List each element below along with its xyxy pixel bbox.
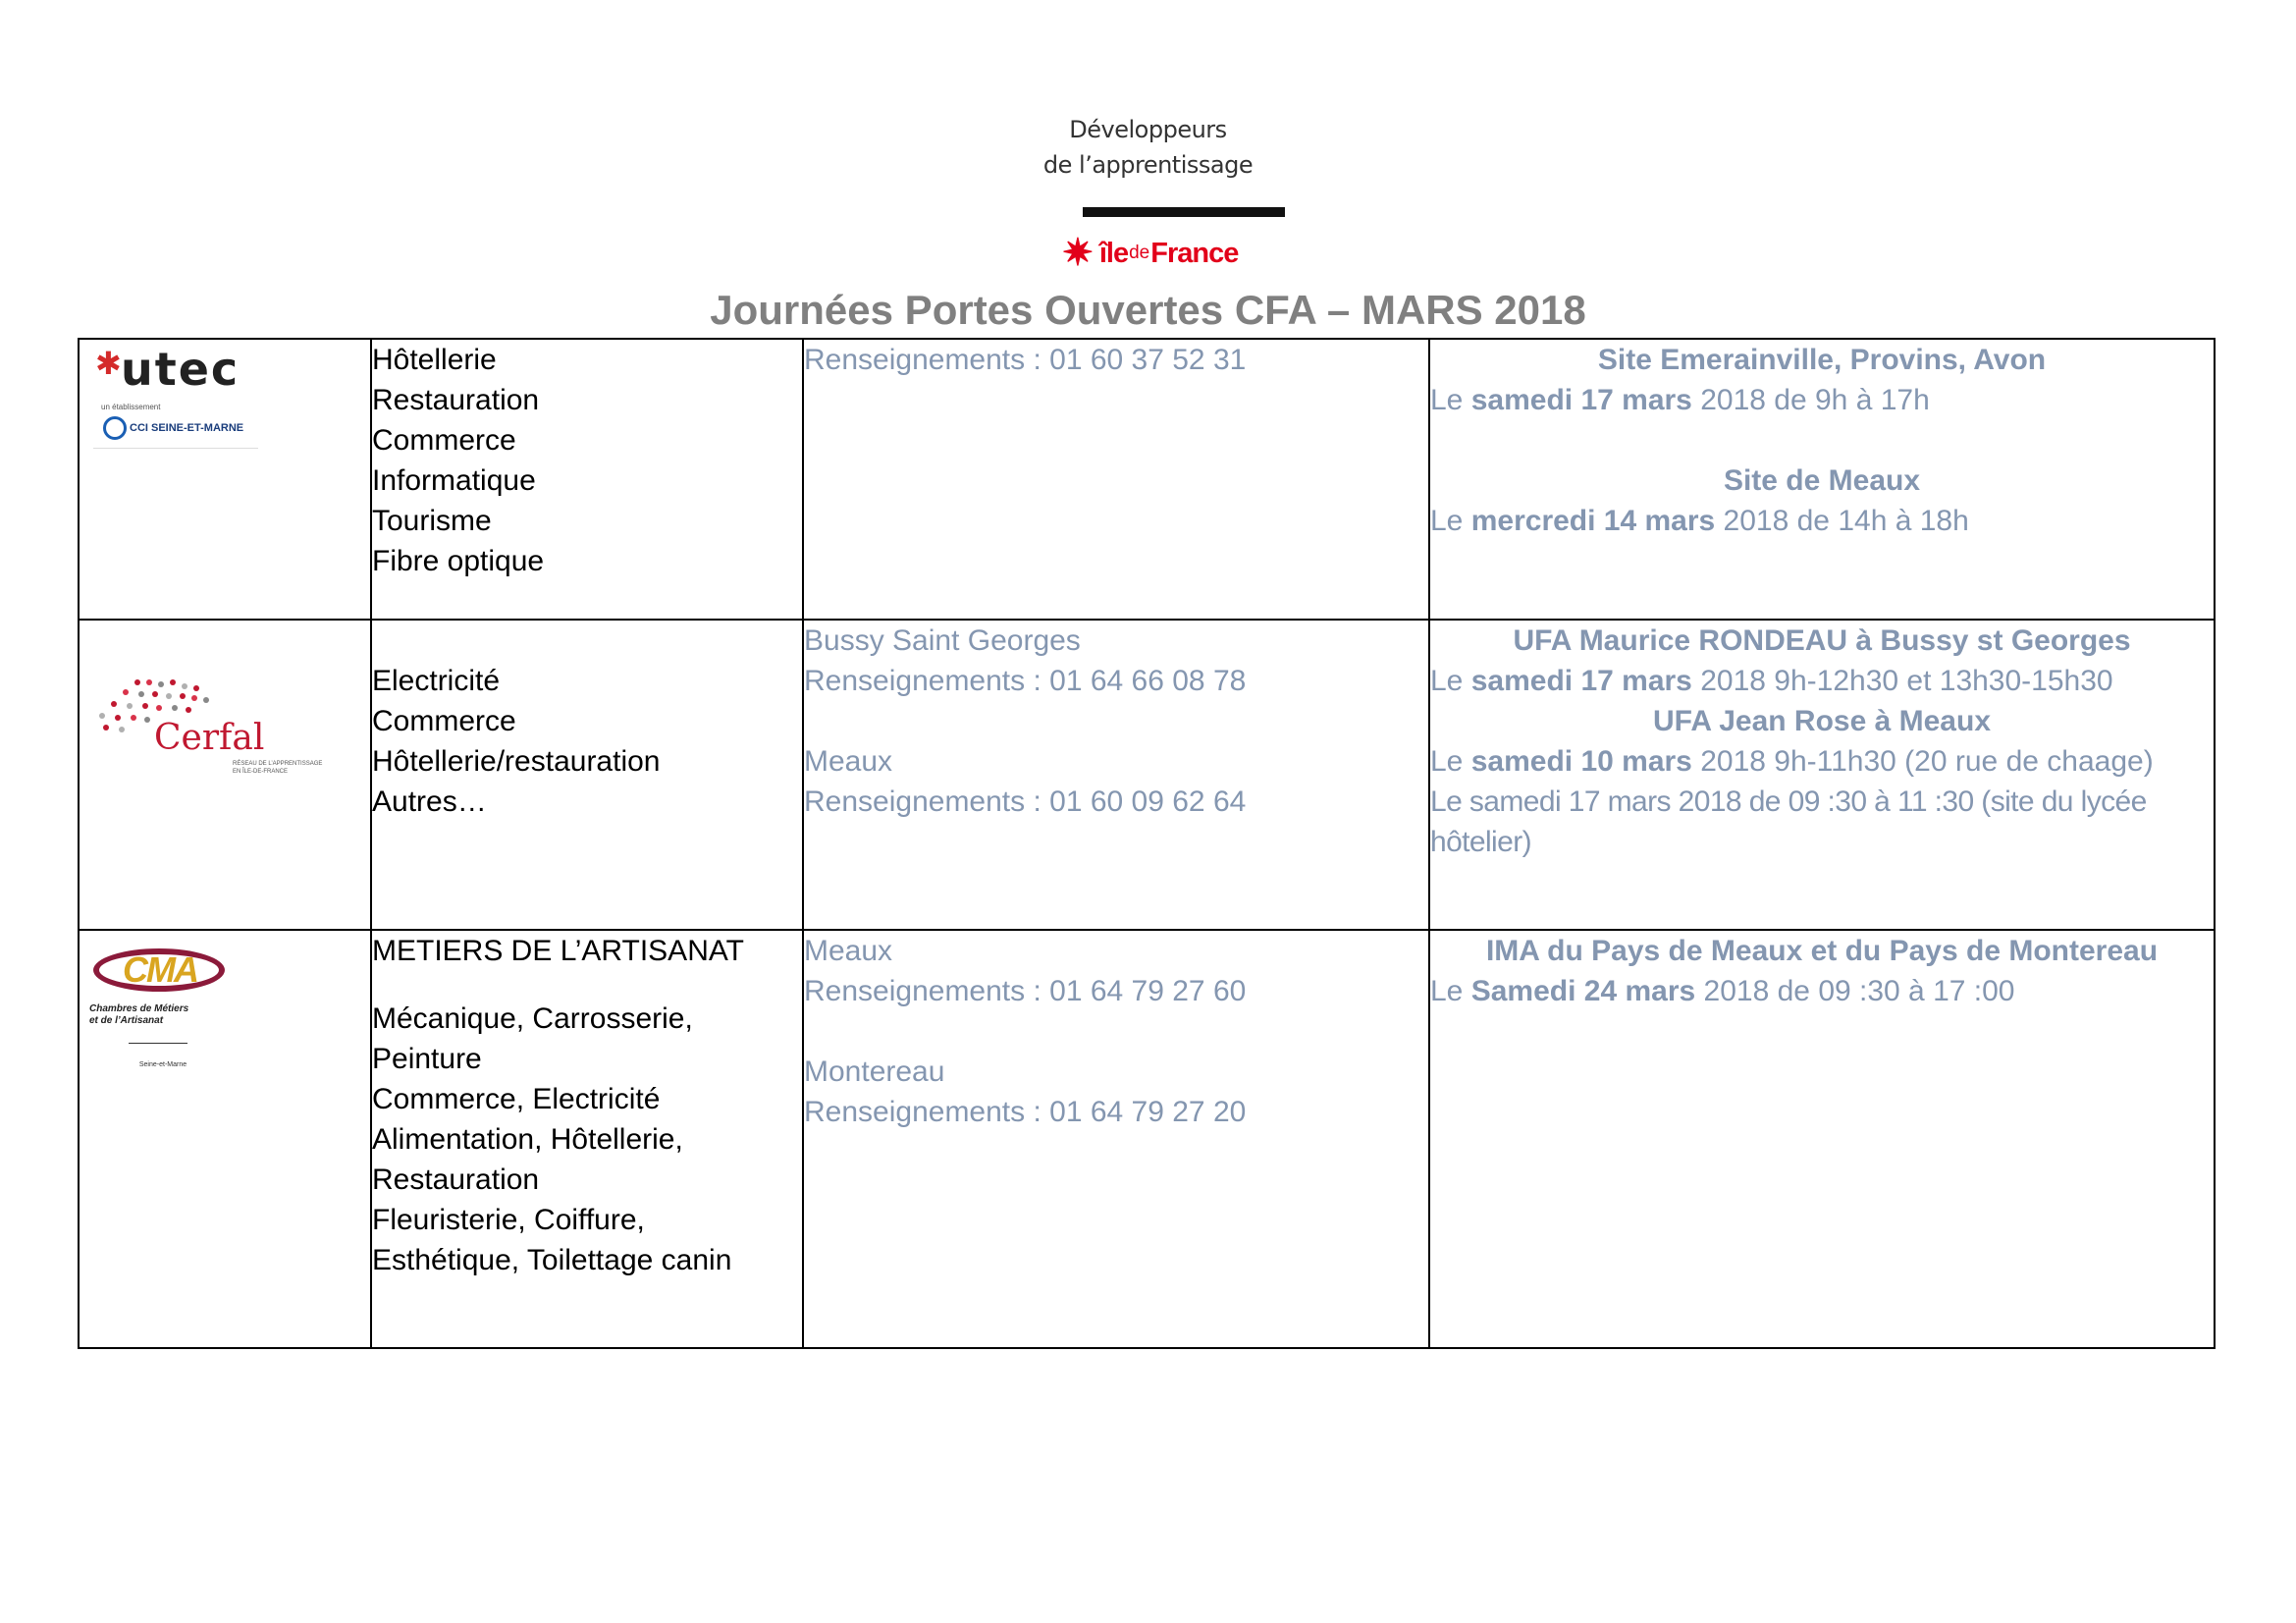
logo-dot (186, 707, 191, 713)
table-row (79, 930, 2215, 1348)
utec-logo: ✱ utec un établissement CCI SEINE-ET-MARNE (93, 346, 258, 449)
category-item: Tourisme (372, 505, 492, 537)
location-line: Meaux (804, 745, 893, 778)
site-title: Site Emerainville, Provins, Avon (1597, 344, 2047, 376)
category-item: Fleuristerie, Coiffure, (372, 1204, 645, 1236)
category-item: Esthétique, Toilettage canin (372, 1244, 732, 1276)
table-row (79, 620, 2215, 930)
phone-line: Renseignements : 01 64 79 27 60 (804, 975, 1247, 1007)
category-item: Restauration (372, 384, 540, 416)
schedule-line: Le samedi 17 mars 2018 de 9h à 17h (1430, 384, 1930, 416)
logo-dot (158, 681, 164, 687)
asterisk-icon: ✱ (95, 346, 122, 381)
logo-cell (79, 339, 371, 620)
logo-dot (123, 689, 129, 695)
category-heading: METIERS DE L’ARTISANAT (372, 935, 744, 967)
category-item: Commerce, Electricité (372, 1083, 661, 1115)
categories-cell (371, 620, 803, 930)
contact-cell (803, 930, 1429, 1348)
org-name-line1: Développeurs (1069, 116, 1227, 143)
logo-dot (131, 715, 136, 721)
table-row (79, 339, 2215, 620)
site-title: UFA Maurice RONDEAU à Bussy st Georges (1513, 624, 2131, 657)
logo-dot (180, 693, 186, 699)
cci-ring-icon (103, 416, 127, 440)
schedule-line: Le Samedi 24 mars 2018 de 09 :30 à 17 :00 (1430, 975, 2015, 1007)
site-title: UFA Jean Rose à Meaux (1652, 705, 1992, 737)
logo-dot (99, 713, 105, 719)
category-item: Autres… (372, 785, 487, 818)
logo-dot (172, 705, 178, 711)
logo-dot (115, 715, 121, 721)
logo-dot (193, 685, 199, 691)
categories-cell (371, 930, 803, 1348)
phone-line: Renseignements : 01 64 66 08 78 (804, 665, 1247, 697)
header-divider (1083, 207, 1285, 217)
category-item: Restauration (372, 1163, 540, 1196)
logo-dot (142, 703, 148, 709)
schedule-cell (1429, 339, 2215, 620)
phone-line: Renseignements : 01 60 37 52 31 (804, 344, 1247, 376)
cerfal-logo: Cerfal RÉSEAU DE L’APPRENTISSAGE EN ÎLE-DE-FRANCE (95, 679, 350, 787)
logo-dot (203, 697, 209, 703)
cfa-table (78, 338, 2216, 1349)
org-name-line2: de l’apprentissage (1042, 151, 1254, 179)
category-item: Commerce (372, 424, 516, 457)
logo-dot (152, 691, 158, 697)
logo-dot (182, 683, 187, 689)
schedule-line: Le mercredi 14 mars 2018 de 14h à 18h (1430, 505, 1969, 537)
logo-dot (127, 703, 133, 709)
schedule-line: Le samedi 17 mars 2018 9h-12h30 et 13h30-15h30 (1430, 665, 2113, 697)
phone-line: Renseignements : 01 64 79 27 20 (804, 1096, 1247, 1128)
logo-cell (79, 620, 371, 930)
category-item: Mécanique, Carrosserie, (372, 1002, 693, 1035)
location-line: Bussy Saint Georges (804, 624, 1081, 657)
contact-cell (803, 620, 1429, 930)
logo-dot (103, 725, 109, 730)
categories-cell (371, 339, 803, 620)
logo-dot (191, 695, 197, 701)
category-item: Informatique (372, 464, 536, 497)
star-icon: ✷ (1062, 233, 1094, 274)
site-title: IMA du Pays de Meaux et du Pays de Montereau (1485, 935, 2159, 967)
logo-dot (119, 727, 125, 732)
cma-logo: CMA Chambres de Métiers et de l’Artisanat Seine-et-Marne (89, 947, 237, 1064)
schedule-cell (1429, 620, 2215, 930)
logo-dot (166, 693, 172, 699)
category-item: Peinture (372, 1043, 482, 1075)
category-item: Electricité (372, 665, 501, 697)
location-line: Meaux (804, 935, 893, 967)
logo-dot (111, 701, 117, 707)
phone-line: Renseignements : 01 60 09 62 64 (804, 785, 1247, 818)
logo-cell (79, 930, 371, 1348)
schedule-line: Le samedi 17 mars 2018 de 09 :30 à 11 :30 (site du lycée hôtelier) (1430, 785, 2147, 858)
ile-de-france-logo: ✷ île de France (1062, 233, 1239, 274)
site-title: Site de Meaux (1723, 464, 1921, 497)
logo-dot (134, 679, 140, 685)
schedule-cell (1429, 930, 2215, 1348)
category-item: Hôtellerie (372, 344, 497, 376)
category-item: Fibre optique (372, 545, 545, 577)
page-title: Journées Portes Ouvertes CFA – MARS 2018 (710, 287, 1586, 333)
contact-cell (803, 339, 1429, 620)
category-item: Hôtellerie/restauration (372, 745, 661, 778)
logo-dot (138, 691, 144, 697)
schedule-line: Le samedi 10 mars 2018 9h-11h30 (20 rue de chaage) (1430, 745, 2154, 778)
logo-dot (156, 705, 162, 711)
logo-dot (170, 679, 176, 685)
logo-dot (144, 717, 150, 723)
category-item: Commerce (372, 705, 516, 737)
location-line: Montereau (804, 1055, 945, 1088)
logo-dot (146, 679, 152, 685)
category-item: Alimentation, Hôtellerie, (372, 1123, 683, 1156)
